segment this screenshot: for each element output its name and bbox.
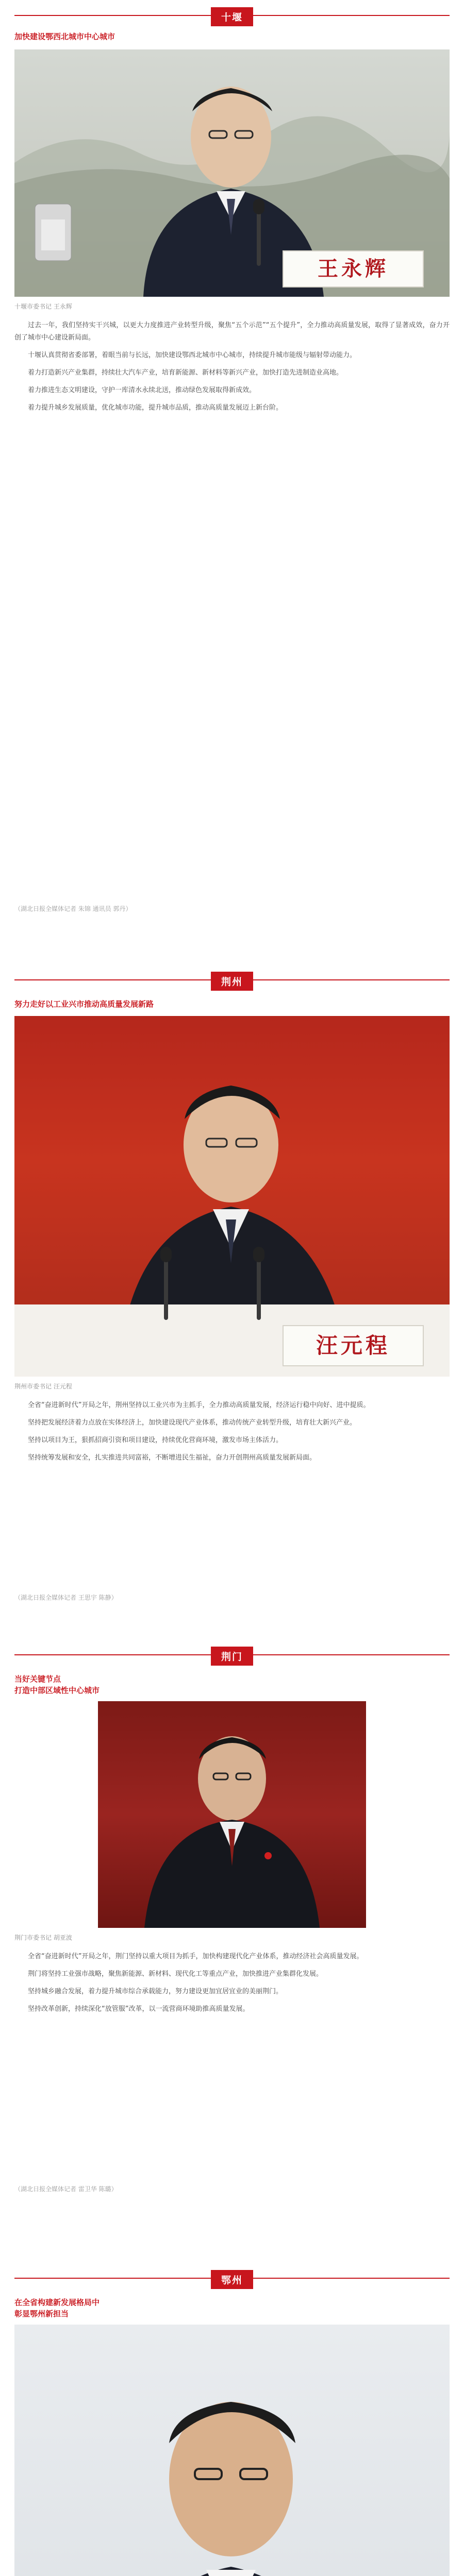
- section-body: [14, 1399, 450, 1469]
- section-body: [14, 1951, 450, 2021]
- paragraph: 全省“奋进新时代”开局之年，荆州坚持以工业兴市为主抓手，全力推动高质量发展，经济运行稳中向好、进中提质。: [28, 1401, 370, 1409]
- nameplate: 汪元程: [283, 1325, 424, 1366]
- paragraph: 坚持城乡融合发展，着力提升城市综合承载能力，努力建设更加宜居宜业的美丽荆门。: [28, 1988, 283, 1995]
- paragraph: 着力推进生态文明建设，守护一库清水永续北送，推动绿色发展取得新成效。: [28, 386, 256, 394]
- source-credit: （湖北日报全媒体记者 王思宇 陈静）: [14, 1594, 118, 1601]
- paragraph: 荆门将坚持工业强市战略，聚焦新能源、新材料、现代化工等重点产业，加快推进产业集群化发展。: [28, 1970, 323, 1978]
- photo-illustration: [98, 1701, 366, 1928]
- paragraph: 着力提升城乡发展质量，优化城市功能，提升城市品质，推动高质量发展迈上新台阶。: [28, 404, 283, 412]
- city-banner: [0, 2267, 464, 2290]
- nameplate: 王永辉: [283, 250, 424, 287]
- microphone: [257, 1253, 261, 1320]
- city-tag: 荆门: [211, 1647, 253, 1666]
- paragraph: 坚持以项目为王，狠抓招商引资和项目建设，持续优化营商环境，激发市场主体活力。: [28, 1436, 283, 1444]
- paragraph: 坚持统筹发展和安全，扎实推进共同富裕，不断增进民生福祉，奋力开创荆州高质量发展新局面。: [28, 1454, 317, 1462]
- paragraph: 全省“奋进新时代”开局之年，荆门坚持以重大项目为抓手，加快构建现代化产业体系，推动经济社会高质量发展。: [28, 1953, 363, 1960]
- photo-caption: 十堰市委书记 王永辉: [14, 303, 72, 310]
- microphone: [164, 1253, 168, 1320]
- section-headline: 在全省构建新发展格局中 彰显鄂州新担当: [14, 2298, 100, 2318]
- paragraph: 坚持改革创新，持续深化“放管服”改革，以一流营商环境助推高质量发展。: [28, 2005, 250, 2013]
- section-headline: 加快建设鄂西北城市中心城市: [14, 32, 115, 41]
- paragraph: 十堰认真贯彻省委部署，着眼当前与长远，加快建设鄂西北城市中心城市，持续提升城市能级与辐射带动能力。: [28, 351, 357, 359]
- microphone-head: [253, 1247, 264, 1262]
- portrait-photo: [14, 1016, 450, 1377]
- source-credit: （湖北日报全媒体记者 雷卫华 陈璐）: [14, 2185, 118, 2193]
- source-credit: （湖北日报全媒体记者 朱锦 通讯员 郭丹）: [14, 905, 132, 912]
- portrait-photo: [98, 1701, 366, 1928]
- microphone-head: [253, 199, 264, 214]
- photo-caption: 荆门市委书记 胡亚波: [14, 1934, 72, 1941]
- paragraph: 着力打造新兴产业集群，持续壮大汽车产业，培育新能源、新材料等新兴产业，加快打造先进制造业高地。: [28, 369, 343, 377]
- portrait-photo: [14, 49, 450, 297]
- city-banner: [0, 969, 464, 991]
- photo-illustration: [14, 2325, 450, 2576]
- microphone-head: [160, 1247, 172, 1262]
- paragraph: 过去一年，我们坚持实干兴城，以更大力度推进产业转型升级，聚焦“五个示范”“五个提升”，全力推动高质量发展，取得了显著成效，奋力开创了城市中心建设新局面。: [14, 321, 450, 342]
- photo-caption: 荆州市委书记 汪元程: [14, 1383, 72, 1390]
- city-banner: [0, 4, 464, 27]
- paragraph: 坚持把发展经济着力点放在实体经济上，加快建设现代产业体系，推动传统产业转型升级，培育壮大新兴产业。: [28, 1419, 357, 1427]
- city-tag: 鄂州: [211, 2270, 253, 2289]
- city-tag: 荆州: [211, 972, 253, 991]
- section-headline: 当好关键节点 打造中部区域性中心城市: [14, 1674, 100, 1695]
- photo-illustration: [14, 1016, 450, 1377]
- section-headline: 努力走好以工业兴市推动高质量发展新路: [14, 999, 154, 1009]
- section-body: [14, 319, 450, 419]
- city-banner: [0, 1643, 464, 1666]
- portrait-photo: [14, 2325, 450, 2576]
- city-tag: 十堰: [211, 7, 253, 26]
